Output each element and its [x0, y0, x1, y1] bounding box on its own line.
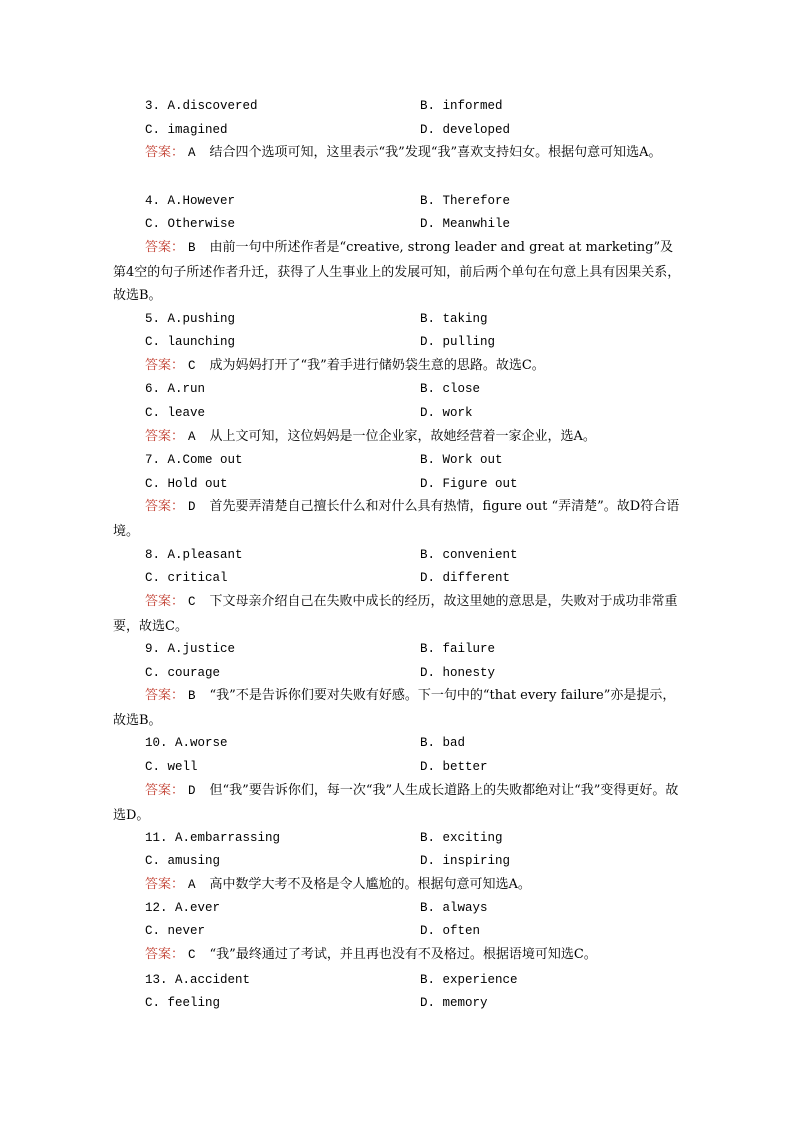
- option-b: B. failure: [420, 642, 496, 656]
- option-a: 9. A.justice: [145, 642, 236, 656]
- option-c: C. courage: [145, 666, 221, 680]
- option-a: 3. A.discovered: [145, 99, 258, 113]
- answer-label: 答案：: [145, 947, 185, 962]
- option-d: D. honesty: [420, 666, 496, 680]
- option-c: C. imagined: [145, 123, 228, 137]
- option-a: 11. A.embarrassing: [145, 831, 281, 845]
- option-d: D. Meanwhile: [420, 217, 511, 231]
- option-a: 13. A.accident: [145, 973, 251, 987]
- option-b: B. bad: [420, 736, 466, 750]
- answer-label: 答案：: [145, 240, 185, 255]
- answer-letter: C: [188, 948, 196, 962]
- option-a: 7. A.Come out: [145, 453, 243, 467]
- option-c: C. Hold out: [145, 477, 228, 491]
- answer-label: 答案：: [145, 429, 185, 444]
- option-c: C. well: [145, 760, 198, 774]
- answer-label: 答案：: [145, 877, 185, 892]
- option-b: B. Therefore: [420, 194, 511, 208]
- option-c: C. launching: [145, 335, 236, 349]
- answer-label: 答案：: [145, 783, 185, 798]
- option-d: D. inspiring: [420, 854, 511, 868]
- option-b: B. experience: [420, 973, 518, 987]
- answer-letter: B: [188, 689, 196, 703]
- option-c: C. leave: [145, 406, 206, 420]
- answer-label: 答案：: [145, 499, 185, 514]
- answer-explanation: [113, 495, 685, 543]
- answer-paragraph: [113, 943, 685, 968]
- answer-label: 答案：: [145, 688, 185, 703]
- option-b: B. informed: [420, 99, 503, 113]
- option-a: 12. A.ever: [145, 901, 221, 915]
- answer-paragraph: [113, 873, 685, 898]
- answer-text: 成为妈妈打开了“我”着手进行储奶袋生意的思路。故选C。: [209, 358, 545, 373]
- answer-text: 从上文可知，这位妈妈是一位企业家，故她经营着一家企业，选A。: [209, 429, 596, 444]
- answer-text: 下文母亲介绍自己在失败中成长的经历，故这里她的意思是，失败对于成功非常重要，故选C。: [113, 594, 678, 634]
- answer-text: 结合四个选项可知，这里表示“我”发现“我”喜欢支持妇女。根据句意可知选A。: [209, 145, 662, 160]
- option-b: B. Work out: [420, 453, 503, 467]
- option-b: B. taking: [420, 312, 488, 326]
- answer-text: 首先要弄清楚自己擅长什么和对什么具有热情，figure out “弄清楚”。故D符合语境。: [113, 499, 680, 539]
- answer-paragraph: [113, 425, 685, 450]
- answer-paragraph: [113, 590, 685, 638]
- option-a: 10. A.worse: [145, 736, 228, 750]
- option-c: C. feeling: [145, 996, 221, 1010]
- option-b: B. exciting: [420, 831, 503, 845]
- answer-explanation: [113, 684, 685, 732]
- option-d: D. better: [420, 760, 488, 774]
- answer-letter: C: [188, 595, 196, 609]
- answer-letter: D: [188, 784, 196, 798]
- answer-label: 答案：: [145, 594, 185, 609]
- answer-paragraph: [113, 495, 685, 543]
- answer-paragraph: [113, 684, 685, 732]
- answer-explanation: [113, 779, 685, 827]
- option-b: B. always: [420, 901, 488, 915]
- answer-label: 答案：: [145, 145, 185, 160]
- option-a: 6. A.run: [145, 382, 206, 396]
- option-d: D. developed: [420, 123, 511, 137]
- answer-letter: C: [188, 359, 196, 373]
- answer-explanation: [113, 236, 685, 308]
- option-b: B. convenient: [420, 548, 518, 562]
- option-d: D. pulling: [420, 335, 496, 349]
- option-d: D. memory: [420, 996, 488, 1010]
- answer-text: “我”不是告诉你们要对失败有好感。下一句中的“that every failure”亦是提示，故选B。: [113, 688, 676, 728]
- answer-explanation: [113, 354, 685, 379]
- answer-paragraph: [113, 141, 685, 166]
- option-c: C. amusing: [145, 854, 221, 868]
- option-b: B. close: [420, 382, 481, 396]
- option-a: 4. A.However: [145, 194, 236, 208]
- answer-letter: A: [188, 878, 196, 892]
- answer-explanation: [113, 943, 685, 968]
- answer-paragraph: [113, 779, 685, 827]
- answer-label: 答案：: [145, 358, 185, 373]
- answer-explanation: [113, 141, 685, 166]
- option-d: D. work: [420, 406, 473, 420]
- answer-letter: B: [188, 241, 196, 255]
- option-d: D. often: [420, 924, 481, 938]
- answer-text: 高中数学大考不及格是令人尴尬的。根据句意可知选A。: [209, 877, 531, 892]
- option-d: D. Figure out: [420, 477, 518, 491]
- option-a: 5. A.pushing: [145, 312, 236, 326]
- answer-text: 由前一句中所述作者是“creative, strong leader and great at marketing”及第4空的句子所述作者升迁，获得了人生事业上的发展可知，前后两个单句在句意上具有因果关系，故选B。: [113, 240, 681, 303]
- option-c: C. critical: [145, 571, 228, 585]
- option-d: D. different: [420, 571, 511, 585]
- answer-explanation: [113, 425, 685, 450]
- answer-explanation: [113, 873, 685, 898]
- answer-text: “我”最终通过了考试，并且再也没有不及格过。根据语境可知选C。: [209, 947, 597, 962]
- answer-paragraph: [113, 236, 685, 308]
- answer-paragraph: [113, 354, 685, 379]
- option-a: 8. A.pleasant: [145, 548, 243, 562]
- option-c: C. Otherwise: [145, 217, 236, 231]
- answer-letter: D: [188, 500, 196, 514]
- answer-letter: A: [188, 146, 196, 160]
- answer-letter: A: [188, 430, 196, 444]
- answer-explanation: [113, 590, 685, 638]
- answer-text: 但“我”要告诉你们，每一次“我”人生成长道路上的失败都绝对让“我”变得更好。故选D。: [113, 783, 679, 823]
- option-c: C. never: [145, 924, 206, 938]
